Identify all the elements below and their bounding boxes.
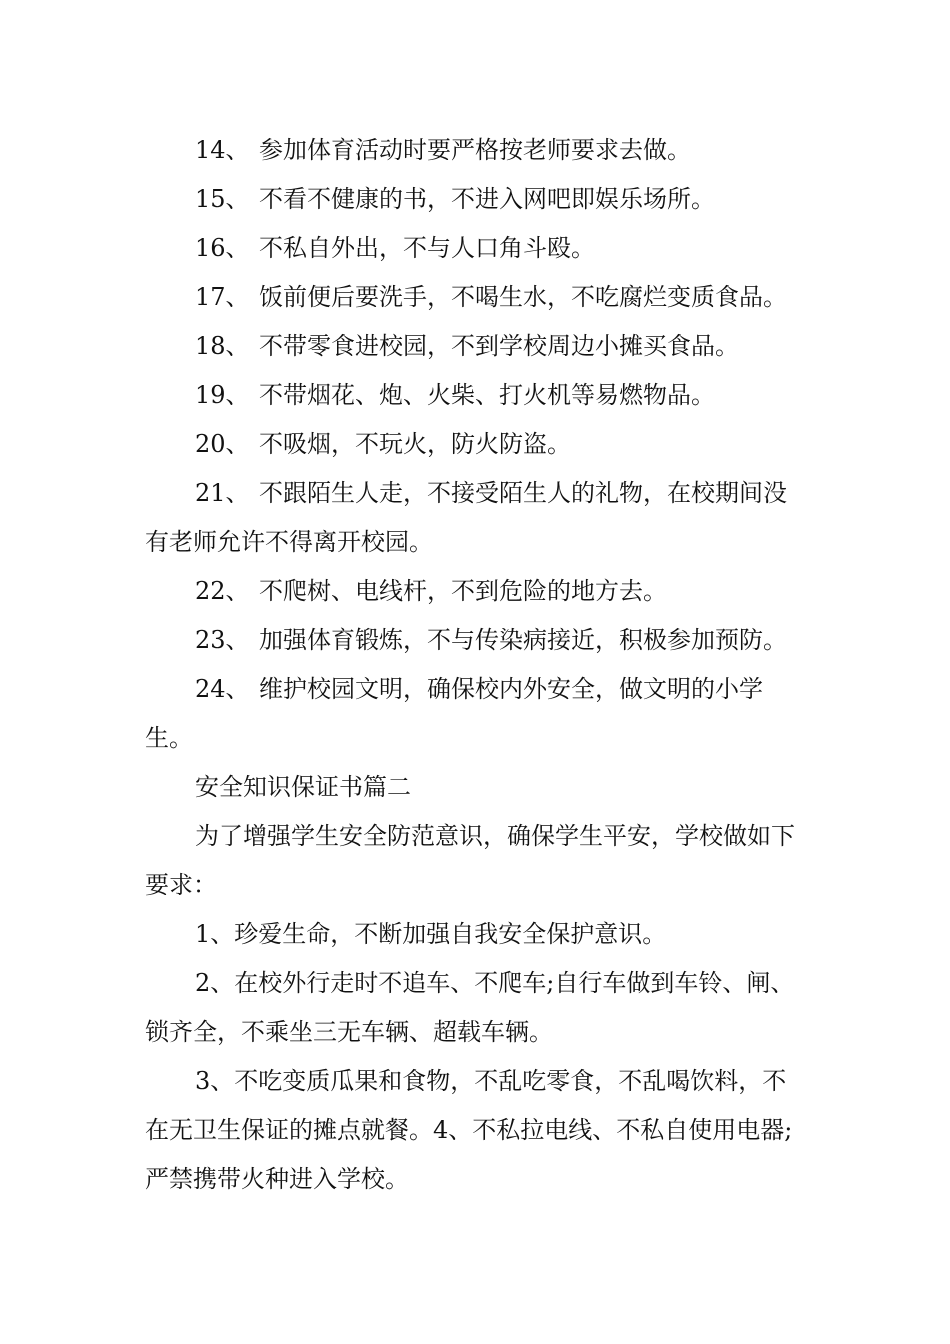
intro-paragraph: 为了增强学生安全防范意识，确保学生平安，学校做如下要求：: [145, 822, 795, 899]
item-text: 维护校园文明，确保校内外安全，做文明的小学生。: [145, 675, 763, 752]
item-text: 不看不健康的书，不进入网吧即娱乐场所。: [259, 185, 715, 213]
item-text: 不爬树、电线杆，不到危险的地方去。: [259, 577, 667, 605]
item-text: 饭前便后要洗手，不喝生水，不吃腐烂变质食品。: [259, 283, 787, 311]
list-item: [145, 567, 810, 616]
item-number: 18、: [195, 332, 250, 360]
list-item: [145, 420, 810, 469]
list-item: [145, 616, 810, 665]
list-item: [145, 371, 810, 420]
requirement-item: 2、在校外行走时不追车、不爬车;自行车做到车铃、闸、锁齐全，不乘坐三无车辆、超载车辆。: [145, 969, 795, 1046]
item-number: 15、: [195, 185, 250, 213]
item-number: 19、: [195, 381, 250, 409]
list-item: [145, 469, 810, 567]
item-number: 23、: [195, 626, 250, 654]
item-text: 不吸烟，不玩火，防火防盗。: [259, 430, 571, 458]
item-text: 不带烟花、炮、火柴、打火机等易燃物品。: [259, 381, 715, 409]
requirement-item: 3、不吃变质瓜果和食物，不乱吃零食，不乱喝饮料，不在无卫生保证的摊点就餐。4、不私拉电线、不私自使用电器;严禁携带火种进入学校。: [145, 1067, 793, 1193]
list-item: [145, 175, 810, 224]
section-title: 安全知识保证书篇二: [195, 773, 411, 801]
item-number: 20、: [195, 430, 250, 458]
item-text: 加强体育锻炼，不与传染病接近，积极参加预防。: [259, 626, 787, 654]
list-item: [145, 224, 810, 273]
list-item: [145, 273, 810, 322]
item-number: 14、: [195, 136, 250, 164]
item-number: 24、: [195, 675, 250, 703]
list-item: [145, 126, 810, 175]
document-body: [145, 126, 810, 1204]
item-text: 不带零食进校园，不到学校周边小摊买食品。: [259, 332, 739, 360]
item-number: 17、: [195, 283, 250, 311]
item-number: 21、: [195, 479, 250, 507]
requirement-item: 1、珍爱生命，不断加强自我安全保护意识。: [195, 920, 667, 948]
list-item: [145, 322, 810, 371]
item-text: 不私自外出，不与人口角斗殴。: [259, 234, 595, 262]
list-item: [145, 665, 810, 763]
item-text: 不跟陌生人走，不接受陌生人的礼物，在校期间没有老师允许不得离开校园。: [145, 479, 787, 556]
item-text: 参加体育活动时要严格按老师要求去做。: [259, 136, 691, 164]
item-number: 16、: [195, 234, 250, 262]
item-number: 22、: [195, 577, 250, 605]
